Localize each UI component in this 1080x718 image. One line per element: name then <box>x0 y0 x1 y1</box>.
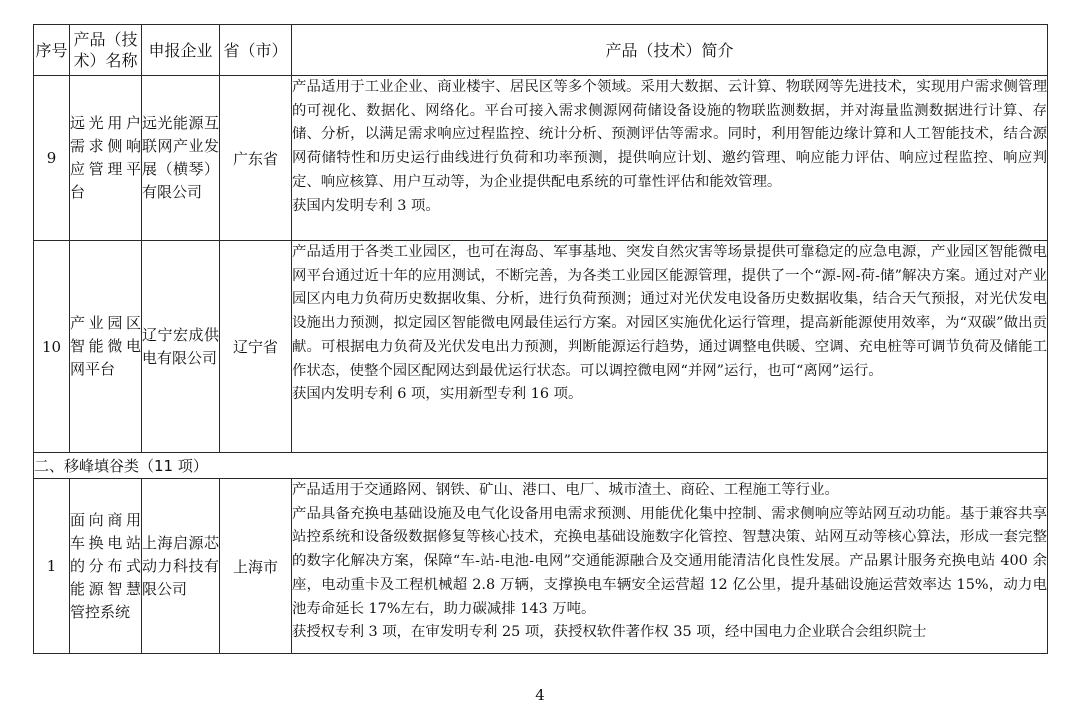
table-header-row <box>34 25 1048 76</box>
section-title: 二、移峰填谷类（11 项） <box>34 453 1048 479</box>
header-name: 产品（技术）名称 <box>70 25 142 76</box>
table-row <box>34 76 1048 241</box>
section-header-row <box>34 453 1048 479</box>
row-number: 10 <box>34 241 70 453</box>
company-name: 远光能源互联网产业发展（横琴）有限公司 <box>142 76 220 241</box>
product-name: 远光用户需求侧响应管理平台 <box>70 76 142 241</box>
header-intro: 产品（技术）简介 <box>292 25 1048 76</box>
product-name: 面向商用车换电站的分布式能源智慧管控系统 <box>70 479 142 654</box>
description-paragraph: 产品具备充换电基础设施及电气化设备用电需求预测、用能优化集中控制、需求侧响应等站网互动功能。基于兼容共享站控系统和设备级数据修复等核心技术，充换电基础设施数字化管控、智慧决策、站网互动等核心算法，形成一套完整的数字化解决方案，保障“车-站-电池-电网”交通能源融合及交通用能清洁化良性发展。产品累计服务充换电站 400 余座，电动重卡及工程机械超 2.8 万辆，支撑换电车辆安全运营超 12 亿公里，提升基础设施运营效率达 15%，动力电池寿命延长 17%左右，助力碳减排 143 万吨。 <box>292 505 1047 617</box>
description-paragraph: 获国内发明专利 6 项，实用新型专利 16 项。 <box>292 386 583 403</box>
description-paragraph: 产品适用于交通路网、钢铁、矿山、港口、电厂、城市渣土、商砼、工程施工等行业。 <box>292 482 839 498</box>
description-paragraph: 获授权专利 3 项，在审发明专利 25 项，获授权软件著作权 35 项，经中国电力企业联合会组织院士 <box>292 624 927 641</box>
product-description <box>292 241 1048 453</box>
header-province: 省（市） <box>220 25 292 76</box>
province: 辽宁省 <box>220 241 292 453</box>
header-company: 申报企业 <box>142 25 220 76</box>
page-number: 4 <box>535 686 545 704</box>
table-row <box>34 241 1048 453</box>
product-description <box>292 479 1048 654</box>
description-paragraph: 产品适用于各类工业园区，也可在海岛、军事基地、突发自然灾害等场景提供可靠稳定的应急电源，产业园区智能微电网平台通过近十年的应用测试，不断完善，为各类工业园区能源管理，提供了一个“源-网-荷-储”解决方案。通过对产业园区内电力负荷历史数据收集、分析，进行负荷预测；通过对光伏发电设备历史数据收集，结合天气预报，对光伏发电设施出力预测，拟定园区智能微电网最佳运行方案。对园区实施优化运行管理，提高新能源使用效率，为“双碳”做出贡献。可根据电力负荷及光伏发电出力预测，判断能源运行趋势，通过调整电供暖、空调、充电桩等可调节负荷及储能工作状态，使整个园区配网达到最优运行状态。可以调控微电网“并网”运行，也可“离网”运行。 <box>292 244 1047 379</box>
province: 广东省 <box>220 76 292 241</box>
table-row <box>34 479 1048 654</box>
row-number: 9 <box>34 76 70 241</box>
company-name: 上海启源芯动力科技有限公司 <box>142 479 220 654</box>
header-no: 序号 <box>34 25 70 76</box>
product-name: 产业园区智能微电网平台 <box>70 241 142 453</box>
product-description <box>292 76 1048 241</box>
description-paragraph: 获国内发明专利 3 项。 <box>292 197 440 214</box>
row-number: 1 <box>34 479 70 654</box>
company-name: 辽宁宏成供电有限公司 <box>142 241 220 453</box>
province: 上海市 <box>220 479 292 654</box>
product-table <box>33 24 1048 654</box>
description-paragraph: 产品适用于工业企业、商业楼宇、居民区等多个领域。采用大数据、云计算、物联网等先进技术，实现用户需求侧管理的可视化、数据化、网络化。平台可接入需求侧源网荷储设备设施的物联监测数据，并对海量监测数据进行计算、存储、分析，以满足需求响应过程监控、统计分析、预测评估等需求。同时，利用智能边缘计算和人工智能技术，结合源网荷储特性和历史运行曲线进行负荷和功率预测，提供响应计划、邀约管理、响应能力评估、响应过程监控、响应判定、响应核算、用户互动等，为企业提供配电系统的可靠性评估和能效管理。 <box>292 79 1047 190</box>
